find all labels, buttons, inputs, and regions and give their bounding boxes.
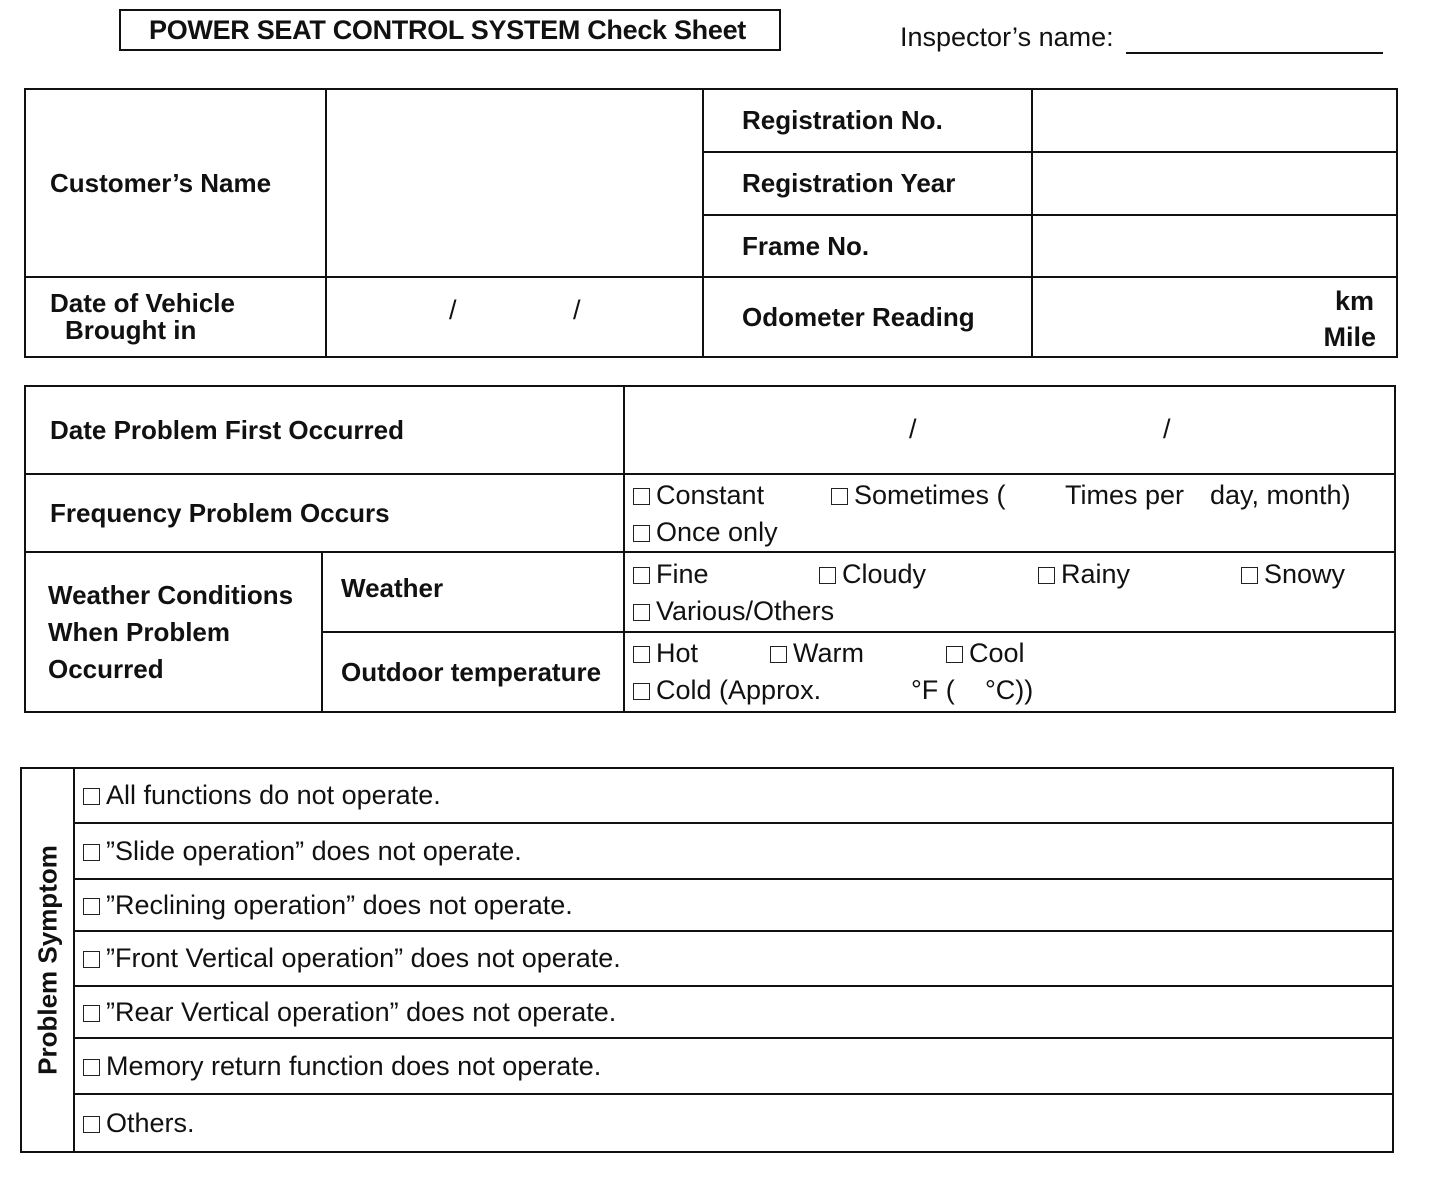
registration-no-text: Registration No. — [742, 105, 943, 135]
checkbox[interactable] — [633, 683, 650, 700]
checkbox[interactable] — [1241, 567, 1258, 584]
deg-c-text: °C)) — [985, 675, 1034, 705]
problem-symptom-table — [20, 767, 1394, 1153]
checkbox[interactable] — [633, 646, 650, 663]
weather-snowy-option[interactable] — [1241, 559, 1345, 590]
checkbox[interactable] — [83, 951, 100, 968]
registration-no-field[interactable] — [1032, 89, 1397, 152]
frequency-constant-option[interactable] — [633, 480, 764, 511]
date-brought-in-field[interactable] — [326, 277, 703, 357]
checkbox[interactable] — [819, 567, 836, 584]
option-label: Hot — [656, 638, 699, 668]
symptom-label: ”Reclining operation” does not operate. — [106, 889, 573, 920]
date-brought-in-label — [25, 277, 326, 357]
problem-details-table — [24, 385, 1396, 713]
symptom-option[interactable] — [74, 931, 1393, 986]
date-first-occurred-field[interactable] — [624, 386, 1395, 474]
frequency-once-option[interactable] — [633, 517, 778, 548]
option-label: Once only — [656, 517, 778, 547]
check-sheet-title — [119, 9, 781, 51]
frame-no-field[interactable] — [1032, 215, 1397, 277]
day-month-text: day, month) — [1210, 480, 1351, 510]
checkbox[interactable] — [946, 646, 963, 663]
option-label: Cool — [969, 638, 1025, 668]
weather-conditions-line3: Occurred — [48, 653, 164, 684]
checkbox[interactable] — [1038, 567, 1055, 584]
customer-name-label — [25, 89, 326, 277]
frequency-label — [25, 474, 624, 552]
symptom-label: All functions do not operate. — [106, 780, 441, 810]
temperature-options — [624, 632, 1395, 712]
checkbox[interactable] — [83, 1059, 100, 1076]
weather-label — [322, 552, 624, 632]
option-label: Fine — [656, 559, 709, 589]
option-label: Cold (Approx. — [656, 675, 822, 705]
weather-conditions-line2: When Problem — [48, 616, 231, 647]
symptom-option[interactable] — [74, 879, 1393, 931]
frequency-sometimes-option[interactable] — [831, 480, 1006, 511]
checkbox[interactable] — [83, 1116, 100, 1133]
symptom-option[interactable] — [74, 823, 1393, 879]
temperature-cold-option[interactable] — [633, 675, 821, 706]
problem-symptom-label — [21, 768, 74, 1152]
checkbox[interactable] — [633, 604, 650, 621]
frame-no-text: Frame No. — [742, 230, 870, 261]
frequency-options — [624, 474, 1395, 552]
inspector-name-field[interactable] — [1126, 52, 1383, 54]
customer-name-text: Customer’s Name — [50, 167, 272, 198]
outdoor-temperature-text: Outdoor temperature — [341, 656, 602, 687]
inspector-name-label: Inspector’s name: — [900, 22, 1114, 52]
date-brought-line1: Date of Vehicle — [50, 288, 235, 318]
vehicle-info-table — [24, 88, 1398, 358]
title-text: POWER SEAT CONTROL SYSTEM Check Sheet — [149, 14, 746, 45]
date-separator: / — [909, 414, 917, 444]
symptom-label: Others. — [106, 1107, 195, 1138]
option-label: Warm — [793, 638, 864, 668]
date-separator: / — [573, 295, 581, 325]
option-label: Rainy — [1061, 559, 1131, 589]
weather-fine-option[interactable] — [633, 559, 709, 590]
odometer-field[interactable] — [1032, 277, 1397, 357]
checkbox[interactable] — [770, 646, 787, 663]
odometer-label — [703, 277, 1032, 357]
frequency-text: Frequency Problem Occurs — [50, 497, 390, 528]
outdoor-temperature-label — [322, 632, 624, 712]
customer-name-field[interactable] — [326, 89, 703, 277]
symptom-option[interactable] — [74, 768, 1393, 823]
unit-mile: Mile — [1323, 322, 1376, 352]
unit-km: km — [1334, 286, 1374, 316]
weather-conditions-line1: Weather Conditions — [48, 579, 294, 610]
option-label: Various/Others — [656, 596, 835, 626]
symptom-label: ”Front Vertical operation” does not operate. — [106, 943, 621, 973]
frame-no-label — [703, 215, 1032, 277]
date-separator: / — [449, 295, 457, 325]
checkbox[interactable] — [83, 1005, 100, 1022]
checkbox[interactable] — [83, 788, 100, 805]
symptom-label: ”Slide operation” does not operate. — [106, 835, 522, 866]
date-first-occurred-label — [25, 386, 624, 474]
checkbox[interactable] — [83, 898, 100, 915]
registration-year-label — [703, 152, 1032, 215]
registration-year-text: Registration Year — [742, 168, 956, 198]
symptom-label: Memory return function does not operate. — [106, 1050, 602, 1081]
option-label: Constant — [656, 480, 765, 510]
date-brought-line2: Brought in — [65, 315, 197, 345]
option-label: Sometimes ( — [854, 480, 1006, 510]
symptom-option[interactable] — [74, 1038, 1393, 1094]
weather-conditions-label — [25, 552, 322, 712]
temperature-cool-option[interactable] — [946, 638, 1025, 669]
checkbox[interactable] — [633, 525, 650, 542]
date-first-occurred-text: Date Problem First Occurred — [50, 414, 404, 445]
registration-no-label — [703, 89, 1032, 152]
checkbox[interactable] — [633, 488, 650, 505]
checkbox[interactable] — [831, 488, 848, 505]
deg-f-text: °F ( — [911, 675, 955, 705]
checkbox[interactable] — [83, 844, 100, 861]
times-per-text: Times per — [1065, 480, 1185, 510]
problem-symptom-text: Problem Symptom — [32, 845, 62, 1075]
weather-rainy-option[interactable] — [1038, 559, 1130, 590]
checkbox[interactable] — [633, 567, 650, 584]
weather-cloudy-option[interactable] — [819, 559, 926, 590]
weather-options — [624, 552, 1395, 632]
odometer-text: Odometer Reading — [742, 301, 975, 332]
weather-various-option[interactable] — [633, 596, 834, 627]
registration-year-field[interactable] — [1032, 152, 1397, 215]
weather-text: Weather — [341, 573, 444, 603]
temperature-warm-option[interactable] — [770, 638, 864, 669]
symptom-option[interactable] — [74, 986, 1393, 1038]
symptom-option[interactable] — [74, 1094, 1393, 1152]
symptom-label: ”Rear Vertical operation” does not operate. — [106, 996, 617, 1027]
option-label: Snowy — [1264, 559, 1346, 589]
option-label: Cloudy — [842, 559, 927, 589]
date-separator: / — [1163, 414, 1171, 444]
temperature-hot-option[interactable] — [633, 638, 698, 669]
